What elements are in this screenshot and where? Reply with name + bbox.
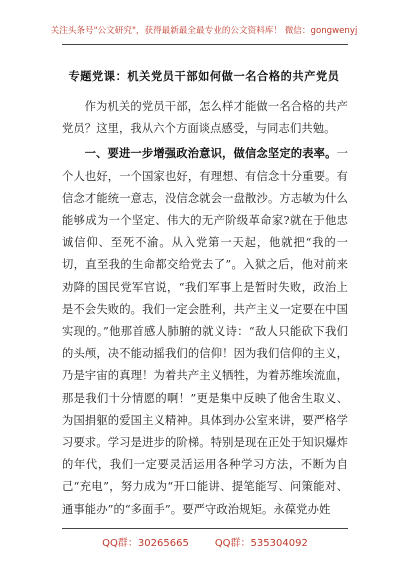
page-header-banner: 关注头条号"公文研究"，获得最新最全最专业的公文资料库！ 微信：gongwenyj [50,26,358,36]
page-footer [62,534,348,549]
footer-qq-group-1: QQ群：30265665 [102,538,189,549]
section-1-heading: 一、要进一步增强政治意识，做信念坚定的表率。 [84,146,337,161]
section-1-paragraph [62,142,348,520]
intro-paragraph: 作为机关的党员干部，怎么样才能做一名合格的共产党员？这里，我从六个方面谈点感受，与同志们共勉。 [62,100,348,136]
section-1-body: 一个人也好，一个国家也好，有理想、有信念十分重要。有信念才能统一意志，没信念就会一盘散沙。方志敏为什么能够成为一个坚定、伟大的无产阶级革命家?就在于他忠诚信仰、至死不渝。从入党第一天起，他就把“我的一切，直至我的生命都交给党去了”。入狱之后，他对前来劝降的国民党军官说，“我们军事上是暂时失败，政治上是不会失败的。我们一定会胜利，共产主义一定要在中国实现的。”他那首感人肺腑的就义诗：“敌人只能砍下我们的头颅，决不能动摇我们的信仰！因为我们信仰的主义，乃是宇宙的真理！为着共产主义牺牲，为着苏维埃流血，那是我们十分情愿的啊！”更是集中反映了他舍生取义、为国捐躯的爱国主义精神。具体到办公室来讲，要严格学习要求。学习是进步的阶梯。特别是现在正处于知识爆炸的年代，我们一定要灵活运用各种学习方法，不断为自己“充电”，努力成为“开口能讲、提笔能写、问策能对、通事能办”的“多面手”。要严守政治规矩。永葆党办姓 [62,147,348,516]
document-title: 专题党课：机关党员干部如何做一名合格的共产党员 [68,69,340,83]
document-body [62,96,348,521]
footer-divider [62,528,348,529]
footer-qq-group-2: QQ群：535304092 [214,538,308,549]
header-divider [62,44,348,45]
